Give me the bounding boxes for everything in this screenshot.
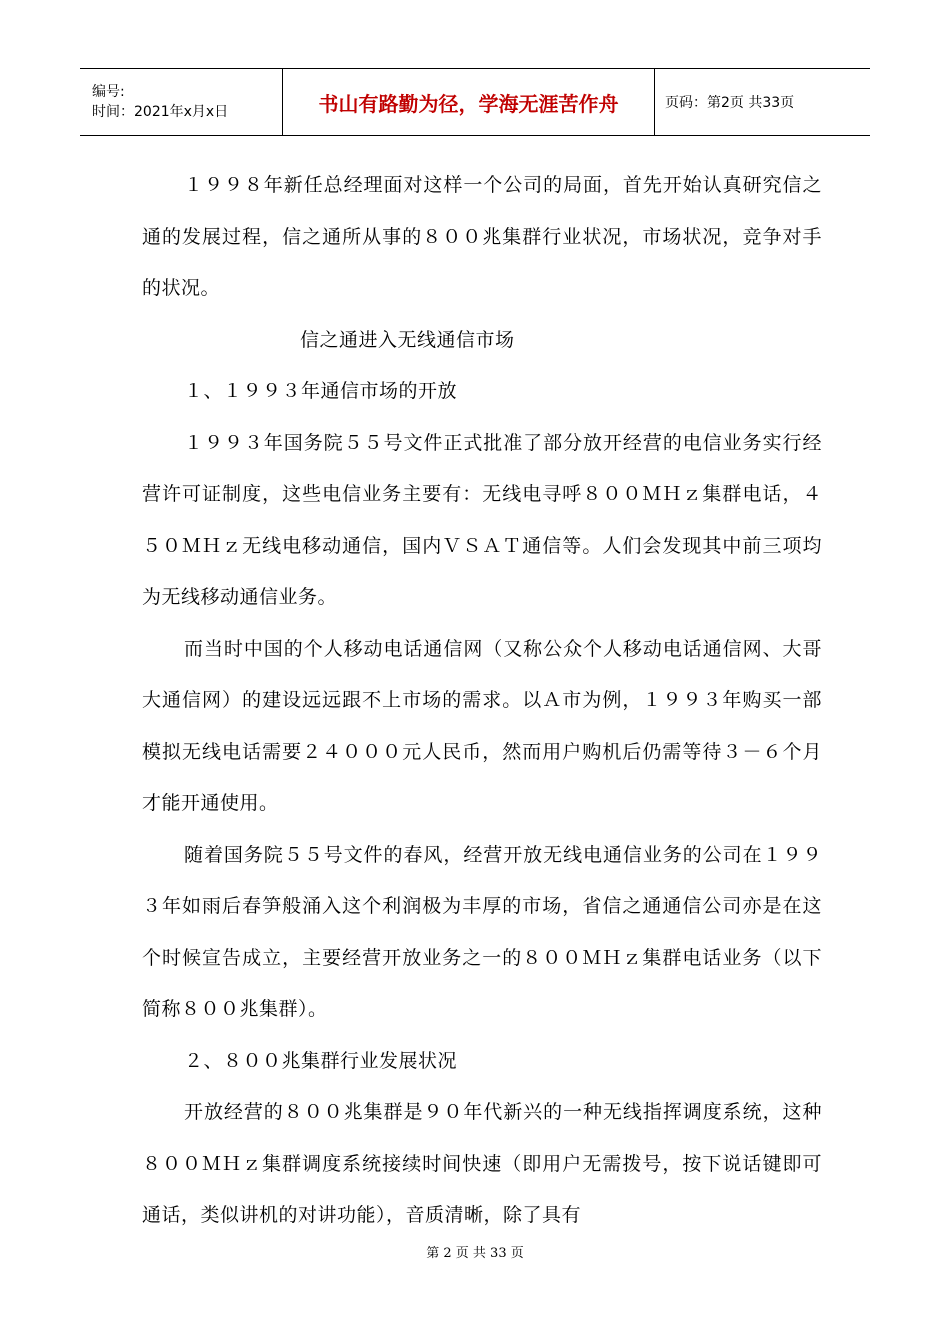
paragraph-company-founding: 随着国务院５５号文件的春风，经营开放无线电通信业务的公司在１９９３年如雨后春笋般涌入这个利润极为丰厚的市场，省信之通通信公司亦是在这个时候宣告成立，主要经营开放业务之一的８００ＭＨｚ集群电话业务（以下简称８００兆集群）。	[142, 843, 822, 1020]
header-motto	[283, 69, 655, 135]
page-header	[80, 68, 870, 136]
document-body	[142, 160, 822, 1242]
header-meta	[80, 69, 283, 135]
header-page-info	[655, 69, 870, 135]
motto-text: 书山有路勤为径，学海无涯苦作舟	[318, 91, 619, 116]
document-date: 时间：2021年x月x日	[92, 104, 229, 120]
page-info-text: 页码：第2页 共33页	[665, 95, 795, 111]
subsection-heading-2: ２、８００兆集群行业发展状况	[184, 1049, 458, 1072]
paragraph-intro: １９９８年新任总经理面对这样一个公司的局面，首先开始认真研究信之通的发展过程，信之通所从事的８００兆集群行业状况，市场状况，竞争对手的状况。	[142, 174, 822, 299]
subsection-heading-1: １、１９９３年通信市场的开放	[184, 380, 458, 402]
paragraph-mobile-network: 而当时中国的个人移动电话通信网（又称公众个人移动电话通信网、大哥大通信网）的建设远远跟不上市场的需求。以Ａ市为例，１９９３年购买一部模拟无线电话需要２４０００元人民币，然而用户购机后仍需等待３－６个月才能开通使用。	[142, 637, 822, 814]
paragraph-market-opening: １９９３年国务院５５号文件正式批准了部分放开经营的电信业务实行经营许可证制度，这些电信业务主要有：无线电寻呼８００ＭＨｚ集群电话，４５０ＭＨｚ无线电移动通信，国内ＶＳＡＴ通信等。人们会发现其中前三项均为无线移动通信业务。	[142, 431, 822, 608]
page-footer: 第 2 页 共 33 页	[426, 1246, 524, 1261]
section-title: 信之通进入无线通信市场	[300, 328, 515, 351]
document-number-label: 编号:	[92, 84, 125, 100]
paragraph-trunking-industry: 开放经营的８００兆集群是９０年代新兴的一种无线指挥调度系统，这种８００ＭＨｚ集群调度系统接续时间快速（即用户无需拨号，按下说话键即可通话，类似讲机的对讲功能），音质清晰，除了具有	[142, 1101, 822, 1226]
